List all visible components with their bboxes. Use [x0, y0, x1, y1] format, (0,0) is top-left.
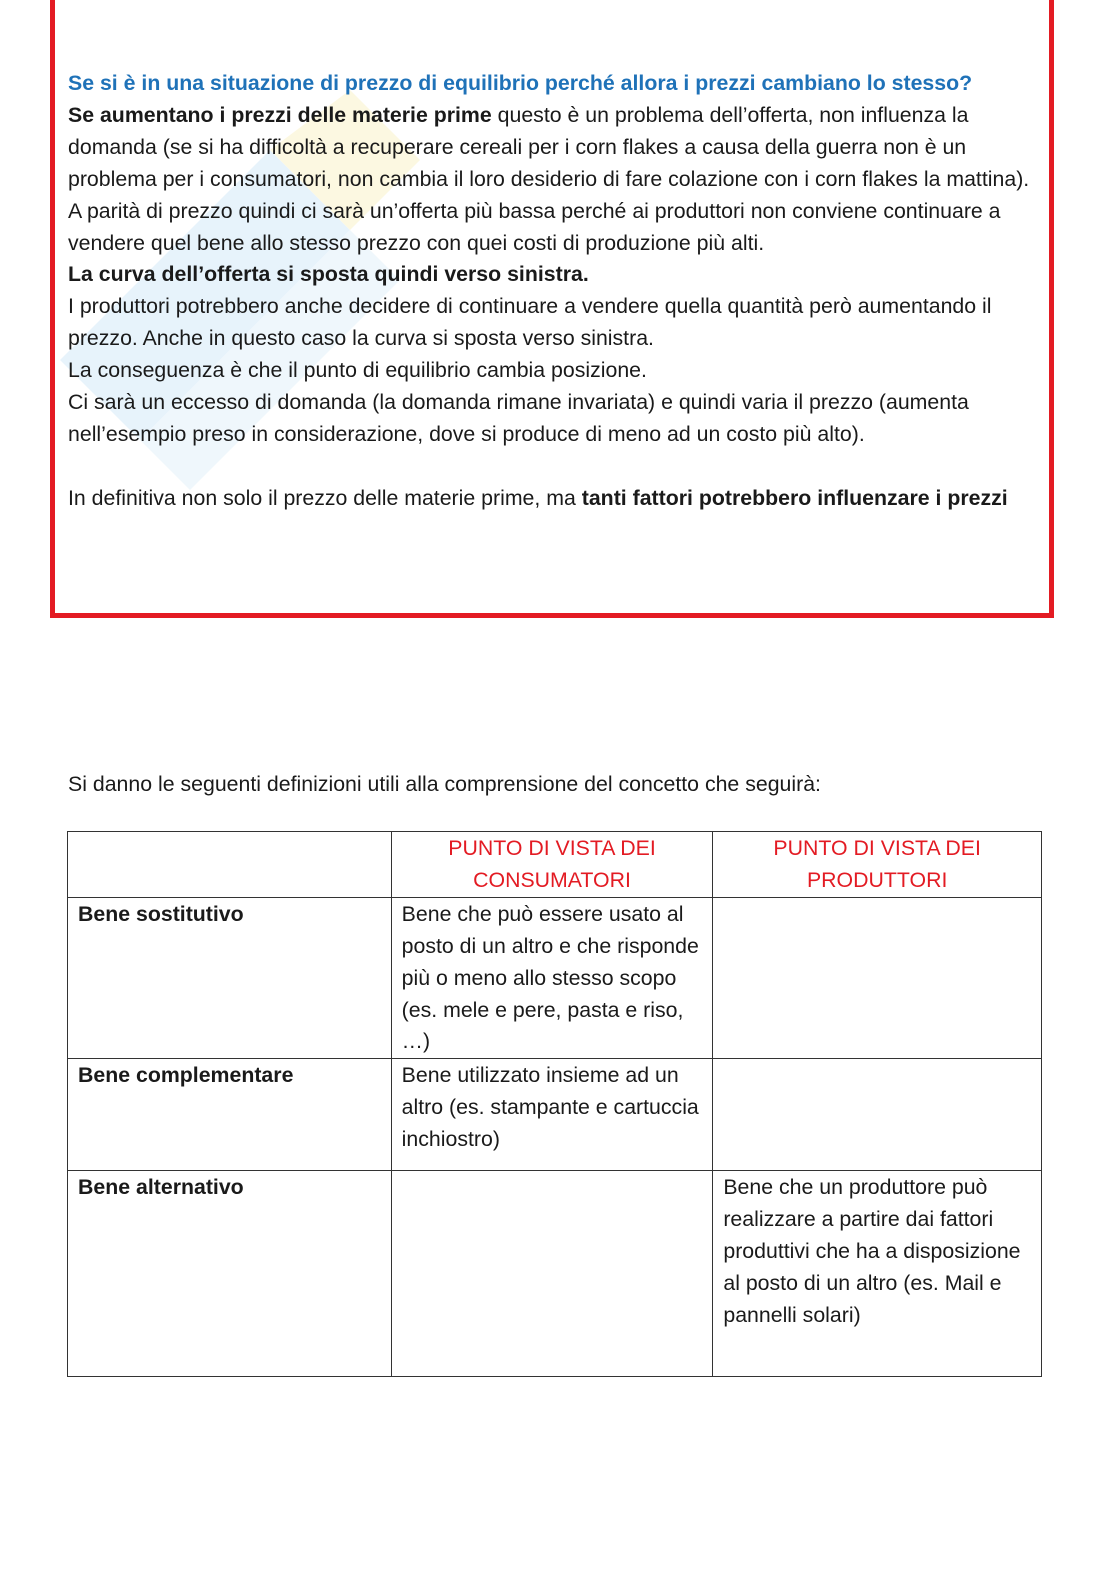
box-paragraph-6: Ci sarà un eccesso di domanda (la domanda rimane invariata) e quindi varia il prezzo (aumenta nell’esempio preso in considerazione, dove si produce di meno ad un costo più alto). — [68, 390, 969, 446]
table-row — [68, 1171, 1042, 1377]
box-paragraph-5: La conseguenza è che il punto di equilibrio cambia posizione. — [68, 358, 647, 383]
table-header-row — [68, 832, 1042, 898]
header-empty — [68, 832, 392, 898]
row-producer-def: Bene che un produttore può realizzare a partire dai fattori produttivi che ha a disposizione al posto di un altro (es. Mail e pannelli solari) — [713, 1171, 1042, 1377]
box-content — [68, 68, 1043, 515]
row-consumer-def: Bene utilizzato insieme ad un altro (es. stampante e cartuccia inchiostro) — [391, 1059, 713, 1171]
box-paragraph-3: La curva dell’offerta si sposta quindi verso sinistra. — [68, 262, 589, 287]
box-question: Se si è in una situazione di prezzo di equilibrio perché allora i prezzi cambiano lo stesso? — [68, 71, 973, 95]
row-consumer-def: Bene che può essere usato al posto di un altro e che risponde più o meno allo stesso scopo (es. mele e pere, pasta e riso, …) — [391, 897, 713, 1059]
row-producer-def — [713, 1059, 1042, 1171]
intro-text: Si danno le seguenti definizioni utili alla comprensione del concetto che seguirà: — [68, 772, 821, 796]
table-row — [68, 1059, 1042, 1171]
box-paragraph-2: A parità di prezzo quindi ci sarà un’offerta più bassa perché ai produttori non conviene continuare a vendere quel bene allo stesso prezzo con quei costi di produzione più alti. — [68, 198, 1001, 255]
row-consumer-def — [391, 1171, 713, 1377]
table-row — [68, 897, 1042, 1059]
row-term: Bene complementare — [68, 1059, 392, 1171]
row-term: Bene sostitutivo — [68, 897, 392, 1059]
header-consumers: PUNTO DI VISTA DEI CONSUMATORI — [391, 832, 713, 898]
box-paragraph-7: In definitiva non solo il prezzo delle materie prime, ma tanti fattori potrebbero influenzare i prezzi — [68, 485, 1008, 510]
definitions-table — [67, 831, 1042, 1377]
header-producers: PUNTO DI VISTA DEI PRODUTTORI — [713, 832, 1042, 898]
box-paragraph-1: Se aumentano i prezzi delle materie prime questo è un problema dell’offerta, non influenza la domanda (se si ha difficoltà a recuperare cereali per i corn flakes a causa della guerra non è un problema per i consumatori, non cambia il loro desiderio di fare colazione con i corn flakes la mattina). — [68, 102, 1030, 191]
row-term: Bene alternativo — [68, 1171, 392, 1377]
box-paragraph-4: I produttori potrebbero anche decidere di continuare a vendere quella quantità però aumentando il prezzo. Anche in questo caso la curva si sposta verso sinistra. — [68, 294, 992, 351]
row-producer-def — [713, 897, 1042, 1059]
